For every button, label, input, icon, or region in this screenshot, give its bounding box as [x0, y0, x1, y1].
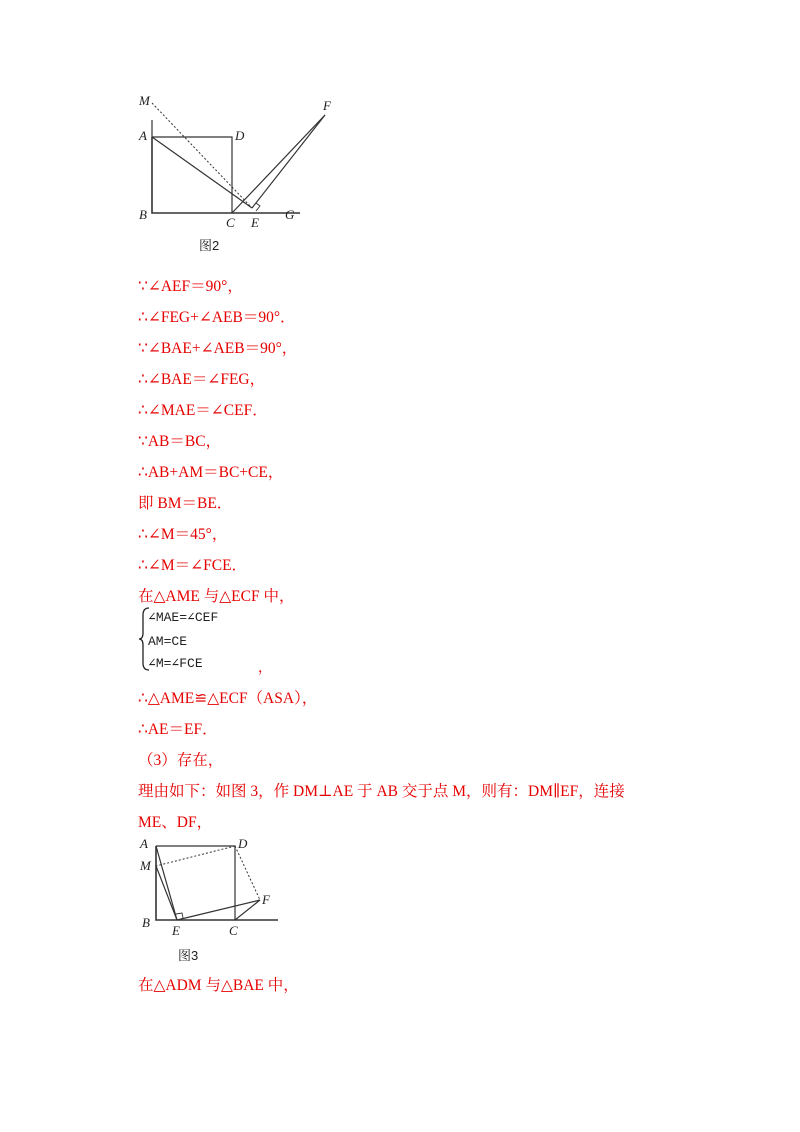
label-d: D	[235, 128, 245, 143]
proof-line: ∴AE＝EF．	[138, 721, 218, 738]
label-m: M	[140, 858, 151, 873]
system-equation: ∠MAE=∠CEF	[148, 610, 219, 625]
proof-line: ∵AB＝BC，	[138, 433, 222, 450]
proof-line: ∵∠AEF＝90°，	[138, 278, 243, 295]
label-f: F	[262, 892, 270, 907]
proof-line: （3）存在，	[138, 752, 224, 769]
proof-line: ∴AB+AM＝BC+CE，	[138, 464, 284, 481]
proof-line: ∴∠MAE＝∠CEF．	[138, 402, 268, 419]
proof-line: 在△ADM 与△BAE 中，	[138, 977, 299, 994]
figure-2-caption: 图2	[199, 238, 220, 253]
proof-line: ∴∠M＝45°，	[138, 526, 228, 543]
system-equation: ∠M=∠FCE	[148, 656, 203, 671]
proof-line: 理由如下：如图 3，作 DM⊥AE 于 AB 交于点 M，则有：DM∥EF，连接	[138, 783, 625, 800]
proof-line: ∴∠BAE＝∠FEG，	[138, 371, 266, 388]
proof-line: 在△AME 与△ECF 中，	[138, 588, 295, 605]
proof-line: ME、DF，	[138, 814, 213, 831]
proof-line: ∴∠M＝∠FCE．	[138, 557, 248, 574]
figure-3-caption: 图3	[178, 948, 199, 963]
proof-line: ∴∠FEG+∠AEB＝90°．	[138, 309, 296, 326]
label-a: A	[140, 836, 148, 851]
label-g: G	[285, 207, 295, 222]
system-tail: ，	[258, 661, 272, 676]
figure-2	[135, 95, 335, 230]
label-d: D	[238, 836, 248, 851]
label-e: E	[172, 923, 180, 938]
proof-line: 即 BM＝BE．	[138, 495, 233, 512]
label-f: F	[323, 98, 331, 113]
proof-line: ∵∠BAE+∠AEB＝90°，	[138, 340, 298, 357]
label-a: A	[139, 128, 147, 143]
proof-line: ∴△AME≌△ECF（ASA），	[138, 690, 318, 707]
label-m: M	[139, 93, 150, 108]
figure-3	[138, 834, 283, 944]
label-e: E	[251, 215, 259, 230]
label-b: B	[139, 207, 147, 222]
label-c: C	[229, 923, 238, 938]
label-c: C	[226, 215, 235, 230]
system-equation: AM=CE	[148, 634, 188, 649]
label-b: B	[142, 915, 150, 930]
